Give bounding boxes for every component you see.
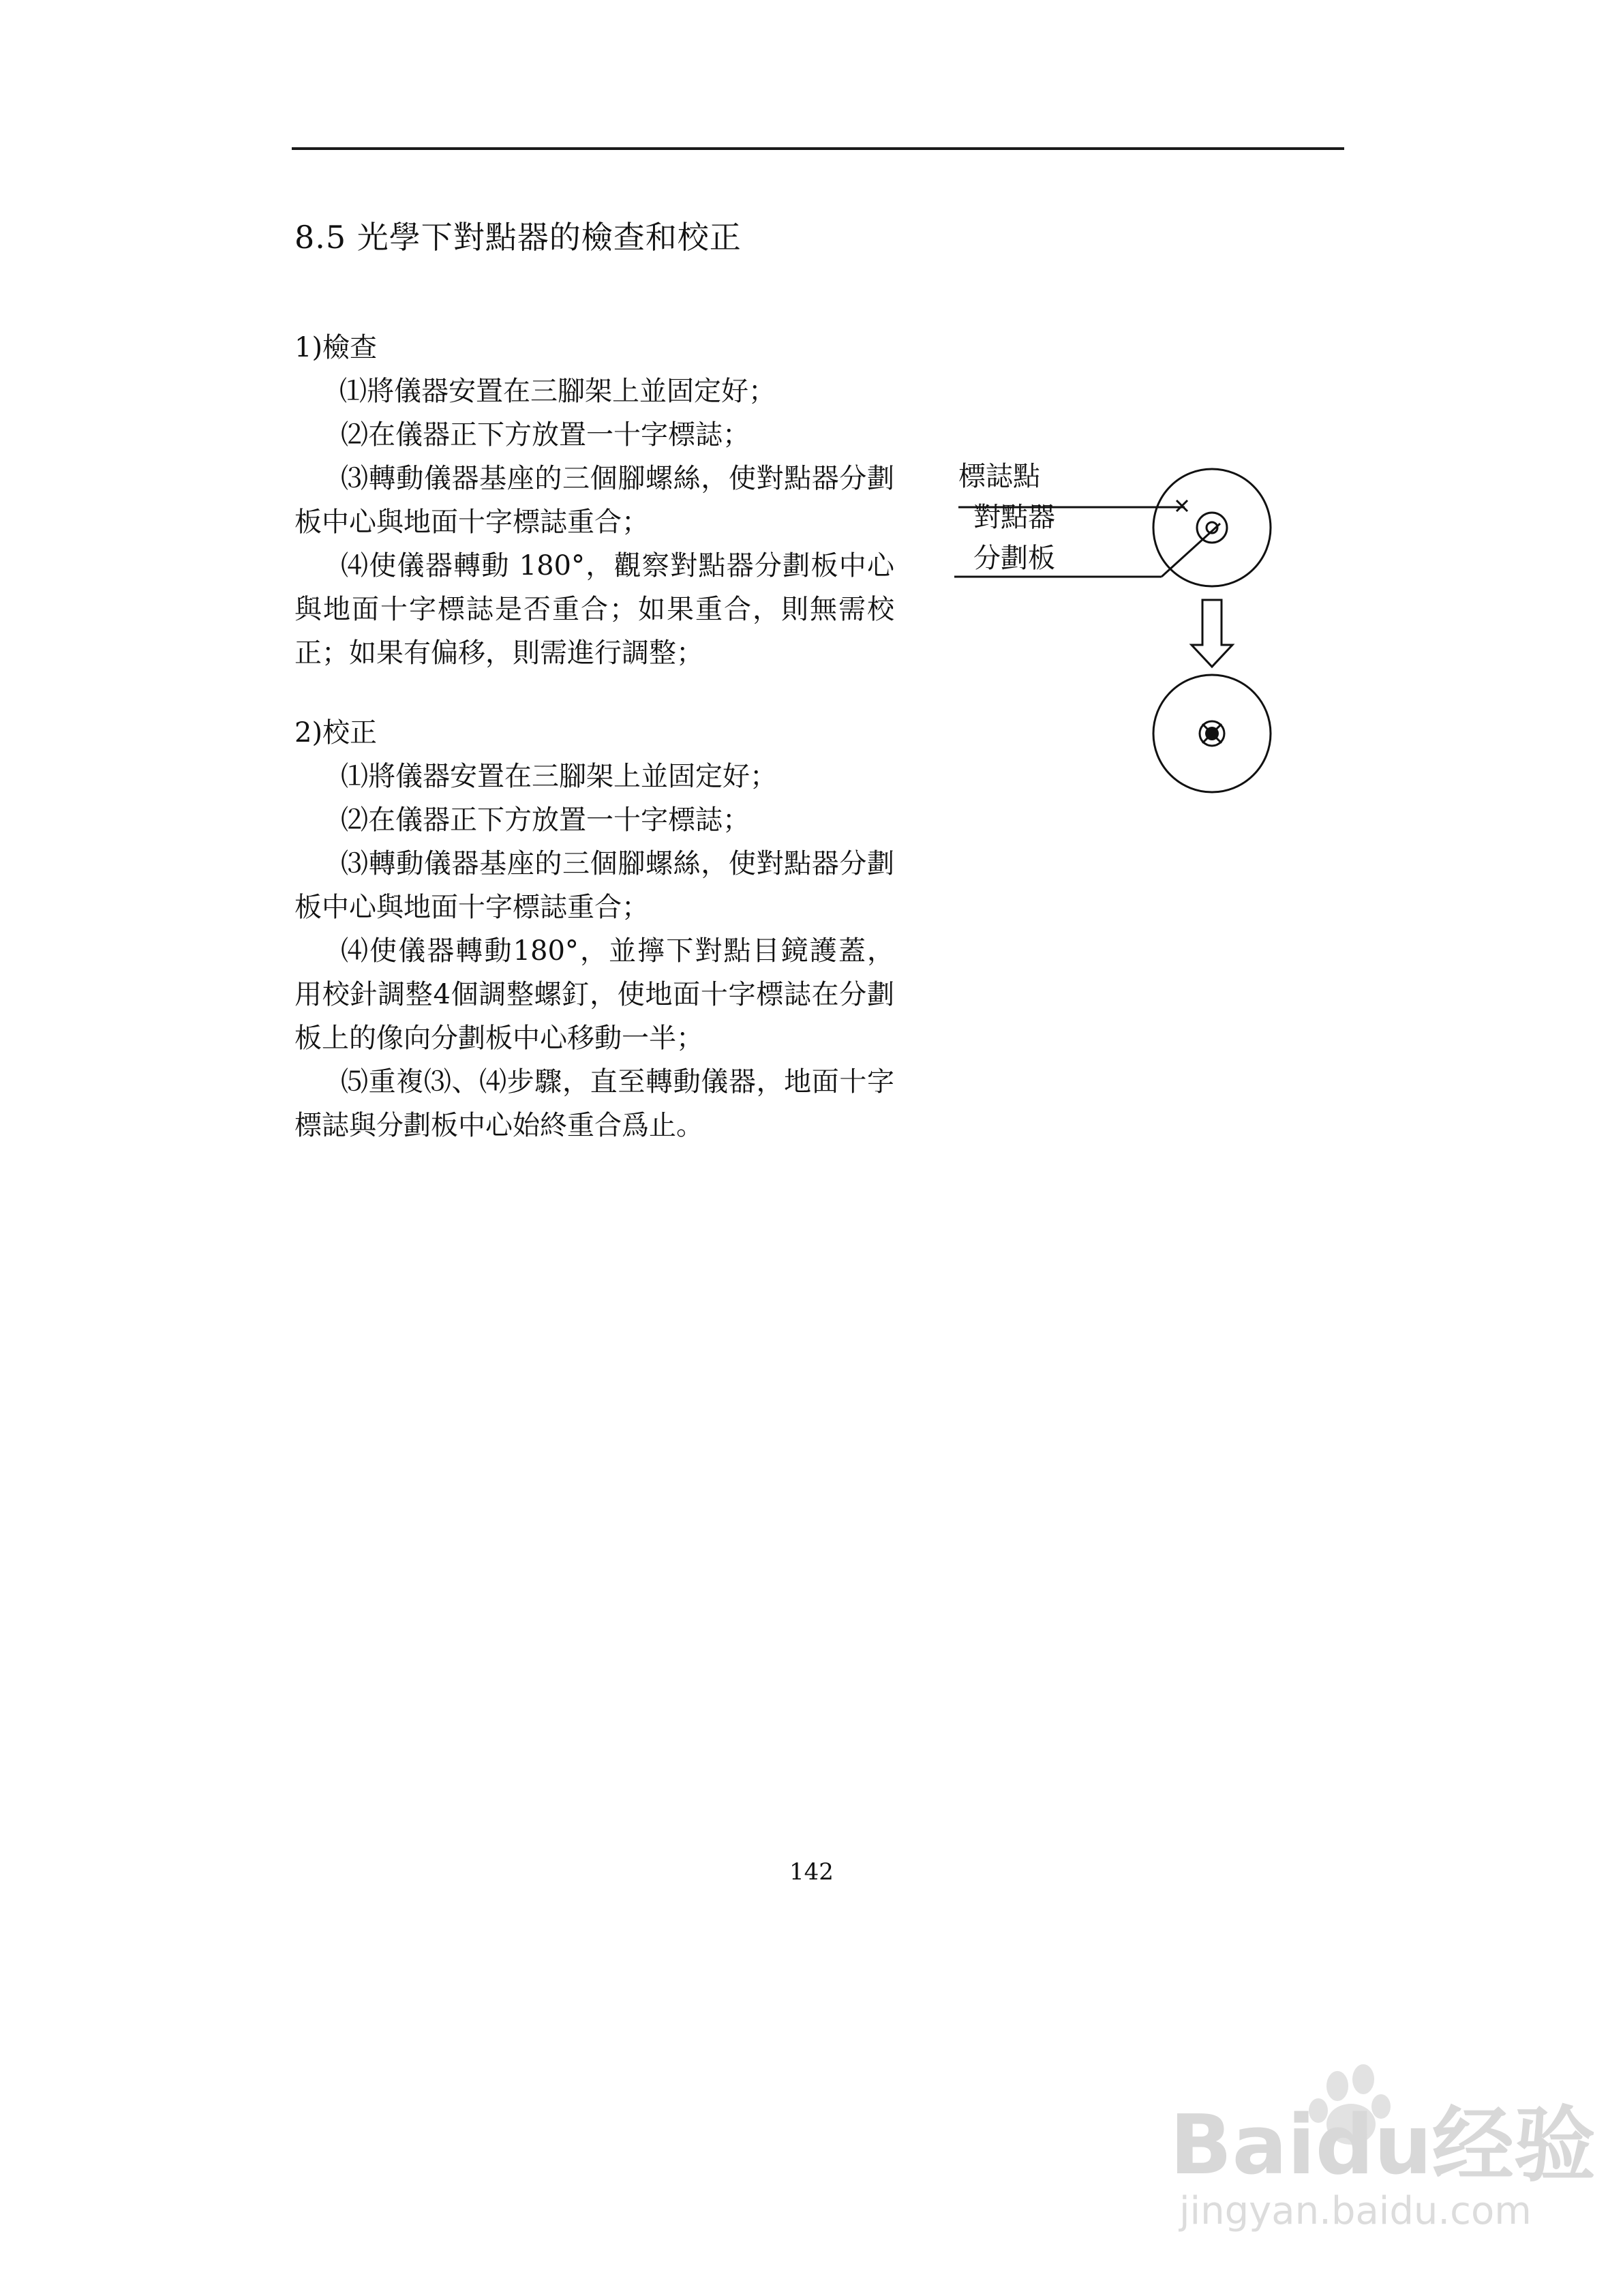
check-section xyxy=(294,326,894,675)
correct-step-3: ⑶轉動儀器基座的三個腳螺絲，使對點器分劃板中心與地面十字標誌重合； xyxy=(294,848,894,923)
check-title: 1)檢查 xyxy=(294,332,378,363)
correct-step-4: ⑷使儀器轉動180°，並擰下對點目鏡護蓋，用校針調整4個調整螺釘，使地面十字標誌在分劃板上的像向分劃板中心移動一半； xyxy=(294,935,894,1054)
check-step-3: ⑶轉動儀器基座的三個腳螺絲，使對點器分劃板中心與地面十字標誌重合； xyxy=(294,463,894,538)
label-mark-point: 標誌點 xyxy=(958,461,1040,492)
check-step-2: ⑵在儀器正下方放置一十字標誌； xyxy=(341,419,750,451)
down-arrow-icon xyxy=(1192,600,1232,667)
correct-step-5: ⑸重複⑶、⑷步驟，直至轉動儀器，地面十字標誌與分劃板中心始終重合爲止。 xyxy=(294,1066,894,1141)
reticle-view-after xyxy=(1153,675,1271,792)
correct-step-1: ⑴將儀器安置在三腳架上並固定好； xyxy=(341,761,777,792)
correct-title: 2)校正 xyxy=(294,717,378,749)
section-heading: 8.5 光學下對點器的檢查和校正 xyxy=(294,219,742,256)
correct-section xyxy=(294,711,894,1147)
baidu-watermark xyxy=(1159,2059,1596,2236)
watermark-url: jingyan.baidu.com xyxy=(1179,2189,1532,2233)
check-step-4: ⑷使儀器轉動 180°，觀察對點器分劃板中心與地面十字標誌是否重合；如果重合，則無需校正；如果有偏移，則需進行調整； xyxy=(294,550,894,669)
cross-mark-icon xyxy=(1177,500,1187,511)
label-reticle: 分劃板 xyxy=(973,543,1055,574)
check-step-1: ⑴將儀器安置在三腳架上並固定好； xyxy=(339,376,776,407)
label-plummet: 對點器 xyxy=(973,502,1055,533)
watermark-logo: Baidu经验 xyxy=(1170,2098,1596,2193)
correct-step-2: ⑵在儀器正下方放置一十字標誌； xyxy=(341,804,750,836)
header-rule xyxy=(292,147,1344,150)
reticle-view-before xyxy=(1153,469,1271,586)
page-number: 142 xyxy=(789,1858,834,1886)
optical-plummet-figure xyxy=(947,450,1288,804)
